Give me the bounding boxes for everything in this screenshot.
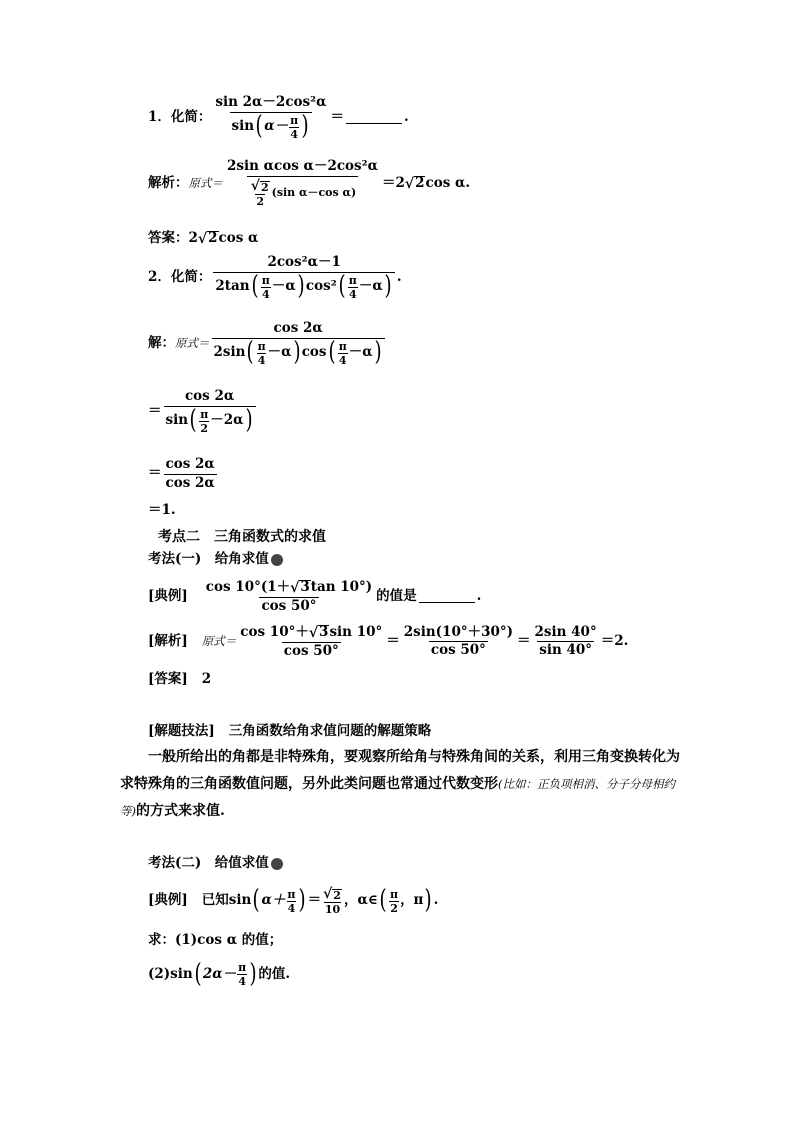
fraction-denominator: [164, 406, 256, 434]
right-paren: ): [293, 337, 301, 368]
pi-over-2: [199, 409, 209, 434]
problem-1-fraction: [213, 96, 328, 140]
right-paren: ): [298, 885, 307, 916]
inner: －α: [348, 344, 373, 361]
interval-end: ，π: [400, 892, 424, 909]
equals: ＝: [148, 403, 162, 419]
pi-over-4: [261, 275, 271, 300]
problem-2-label: 2．化简：: [148, 269, 212, 285]
two: 2: [390, 901, 398, 915]
technique-heading: [148, 725, 431, 739]
fraction-denominator: [230, 112, 313, 140]
four: 4: [261, 287, 270, 301]
left-paren: (: [338, 271, 346, 302]
technique-tag: [解题技法]: [148, 723, 215, 739]
answer-tag: [答案]: [148, 671, 188, 687]
answer-1: [148, 231, 258, 246]
answer-label: 答案：: [148, 229, 189, 246]
ten: 10: [324, 903, 341, 916]
method-label: 考法(二) 给值求值: [148, 855, 269, 871]
answer-value: 2: [201, 671, 212, 687]
fraction-denominator: [212, 338, 385, 366]
left-paren: (: [379, 885, 387, 916]
pi-over-4: [286, 889, 296, 914]
period: .: [476, 587, 482, 604]
period: .: [396, 269, 402, 285]
radicand: 2: [208, 230, 218, 246]
den-tail: (sin α－cos α): [271, 186, 357, 199]
radical-sign: √: [308, 624, 319, 641]
period: .: [433, 892, 439, 909]
right-paren: ): [297, 271, 305, 302]
problem-1: [148, 96, 409, 140]
right-paren: ): [424, 885, 433, 916]
fraction-2: [402, 623, 515, 658]
interval-pre: ，α∈: [343, 892, 378, 909]
yuanshi: 原式＝: [201, 633, 237, 648]
pi: π: [287, 887, 296, 901]
method-label: 考法(一) 给角求值: [148, 551, 269, 567]
four: 4: [338, 353, 347, 367]
fraction-numerator: 2sin(10°＋30°): [403, 623, 514, 640]
part-2-post: 的值.: [258, 965, 291, 982]
yuanshi: 原式＝: [175, 336, 210, 350]
pi-over-4: [289, 115, 299, 140]
pi: π: [200, 407, 209, 421]
inner: －α: [267, 344, 292, 361]
paragraph-end: 的方式来求值.: [136, 803, 225, 819]
equals: ＝: [386, 632, 400, 649]
right-paren: ): [245, 405, 253, 436]
technique-paragraph: [120, 744, 680, 825]
left-paren: (: [255, 111, 263, 142]
radical-sign: √: [404, 175, 415, 192]
inner: －α: [271, 278, 296, 295]
sqrt3: [309, 625, 330, 640]
section-title: 考点二 三角函数式的求值: [158, 529, 326, 545]
solution-1-fraction: [225, 160, 380, 207]
step-2-fraction: [164, 390, 256, 434]
technique-title: 三角函数给角求值问题的解题策略: [228, 723, 432, 739]
answer-pre: 2: [188, 229, 198, 246]
num-b: sin 10°: [329, 623, 383, 640]
fraction-denominator: cos 50°: [283, 642, 339, 659]
cos-fn: cos: [301, 344, 327, 361]
sqrt2: [250, 179, 271, 194]
inner: α＋: [261, 892, 286, 909]
problem-1-label: 1．化简：: [148, 109, 212, 125]
yuanshi: 原式＝: [188, 175, 223, 190]
fraction-denominator: sin 40°: [539, 642, 593, 658]
right-paren: ): [374, 337, 382, 368]
answer-2: [148, 673, 211, 687]
right-paren: ): [301, 111, 309, 142]
fraction-numerator: 2cos²α－1: [267, 254, 341, 270]
step-3-fraction: [164, 458, 217, 490]
fraction-numerator: [204, 580, 374, 597]
left-paren: (: [328, 337, 336, 368]
paragraph-note: (比如：正负项相消、分子分母相约等): [120, 777, 675, 818]
method-1-heading: [148, 553, 283, 567]
inner: －2α: [210, 412, 244, 429]
example-2: [148, 887, 438, 915]
sin-fn: 2sin: [213, 344, 246, 361]
radical-sign: √: [197, 230, 208, 247]
result-pre: ＝2: [381, 174, 405, 191]
radical-sign: √: [290, 579, 300, 596]
solution-label: 解：: [148, 335, 175, 351]
radicand: 3: [300, 579, 310, 595]
result: ＝2.: [600, 632, 629, 649]
equals: ＝: [517, 632, 531, 649]
fraction-numerator: cos 2α: [165, 456, 215, 472]
example-1-fraction: [204, 580, 374, 613]
solution-2: [148, 322, 387, 366]
question-part-2: [148, 958, 291, 989]
pi: π: [348, 273, 357, 287]
fraction-3: [533, 623, 599, 658]
answer-blank: [346, 111, 402, 124]
method-2-heading: [148, 857, 283, 871]
sqrt3: [290, 580, 311, 595]
pi: π: [238, 961, 247, 974]
left-paren: (: [246, 337, 255, 368]
answer-blank: [419, 590, 475, 603]
problem-2: [148, 256, 402, 300]
result-post: cos α.: [425, 174, 471, 191]
pi: π: [390, 887, 399, 901]
example-tag: [典例]: [148, 587, 188, 604]
num-a: cos 10°(1＋: [205, 578, 291, 595]
left-paren: (: [251, 271, 259, 302]
left-paren: (: [189, 405, 197, 436]
den-inner: α－: [264, 118, 289, 135]
paragraph-text: 一般所给出的角都是非特殊角，要观察所给角与特殊角间的关系，利用三角变换转化为求特殊角的三角函数值问题，另外此类问题也常通过代数变形: [120, 749, 680, 792]
pi-over-4: [338, 341, 348, 366]
fraction-numerator: 2sin αcos α－2cos²α: [227, 158, 378, 174]
fraction-denominator: cos 50°: [261, 597, 317, 614]
radicand: 2: [415, 175, 425, 191]
solution-2-fraction: [212, 322, 385, 366]
two: 2: [200, 421, 209, 435]
inner: 2α－: [202, 965, 237, 982]
fraction-denominator: cos 2α: [165, 474, 215, 491]
four: 4: [257, 353, 266, 367]
solution-2-final: ＝1.: [148, 502, 176, 518]
left-paren: (: [252, 885, 260, 916]
den-fn: sin: [231, 118, 255, 135]
fraction-denominator: [247, 176, 358, 207]
fraction-1: [238, 625, 384, 658]
solution-2-step-2: [148, 390, 258, 434]
bullet-dot-icon: [271, 858, 283, 870]
answer-sqrt: [198, 231, 219, 246]
solution-tag: [解析]: [148, 632, 188, 649]
four: 4: [287, 901, 296, 915]
solution-1: [148, 160, 470, 207]
radicand: 2: [333, 889, 341, 902]
pi: π: [338, 339, 347, 353]
radical-sign: √: [250, 177, 260, 194]
fraction-numerator: cos 2α: [184, 388, 235, 404]
four: 4: [348, 287, 357, 301]
four: 4: [238, 975, 247, 988]
solution-2-step-3: [148, 458, 219, 490]
problem-2-fraction: [213, 256, 394, 300]
pi-over-4: [237, 962, 247, 987]
equals: ＝: [307, 892, 322, 909]
pi: π: [257, 339, 266, 353]
radicand: 2: [260, 180, 269, 194]
sqrt2-over-10: [322, 887, 343, 915]
right-paren: ): [249, 958, 257, 989]
solution-3: [148, 625, 628, 658]
equals: ＝: [148, 465, 162, 482]
period: .: [403, 109, 409, 125]
right-paren: ): [384, 271, 392, 302]
radical-sign: √: [323, 886, 333, 902]
fraction-denominator: [213, 272, 394, 300]
pi: π: [261, 273, 270, 287]
pi: π: [290, 113, 299, 127]
cos2-fn: cos²: [305, 278, 337, 295]
num-b: tan 10°): [310, 578, 373, 595]
fraction-numerator: 2sin 40°: [534, 623, 597, 640]
sqrt2-over-2: [250, 179, 271, 207]
result-sqrt: [405, 176, 426, 191]
pi-over-2: [389, 889, 399, 914]
tan-fn: 2tan: [215, 278, 250, 295]
example-pre: 已知sin: [201, 892, 252, 909]
answer-post: cos α: [218, 229, 259, 246]
pi-over-4: [257, 341, 267, 366]
radicand: 3: [319, 624, 329, 640]
two: 2: [256, 194, 264, 208]
fraction-numerator: [238, 625, 384, 642]
fraction-numerator: sin 2α－2cos²α: [215, 94, 327, 110]
four: 4: [290, 127, 298, 141]
inner: －α: [358, 278, 383, 295]
num-a: cos 10°＋: [240, 623, 309, 640]
sin-fn: sin: [165, 412, 189, 429]
sqrt2: [322, 887, 343, 902]
pi-over-4: [348, 275, 358, 300]
part-2-pre: (2)sin: [148, 965, 193, 982]
example-tail: 的值是: [376, 587, 417, 604]
example-tag: [典例]: [148, 892, 188, 909]
bullet-dot-icon: [271, 554, 283, 566]
fraction-numerator: cos 2α: [273, 320, 323, 336]
example-1: [148, 580, 481, 613]
equals: ＝: [330, 109, 344, 125]
solution-label: 解析：: [148, 174, 189, 191]
left-paren: (: [194, 958, 202, 989]
question-part-1: 求：(1)cos α 的值；: [148, 932, 283, 948]
fraction-denominator: cos 50°: [430, 642, 486, 658]
